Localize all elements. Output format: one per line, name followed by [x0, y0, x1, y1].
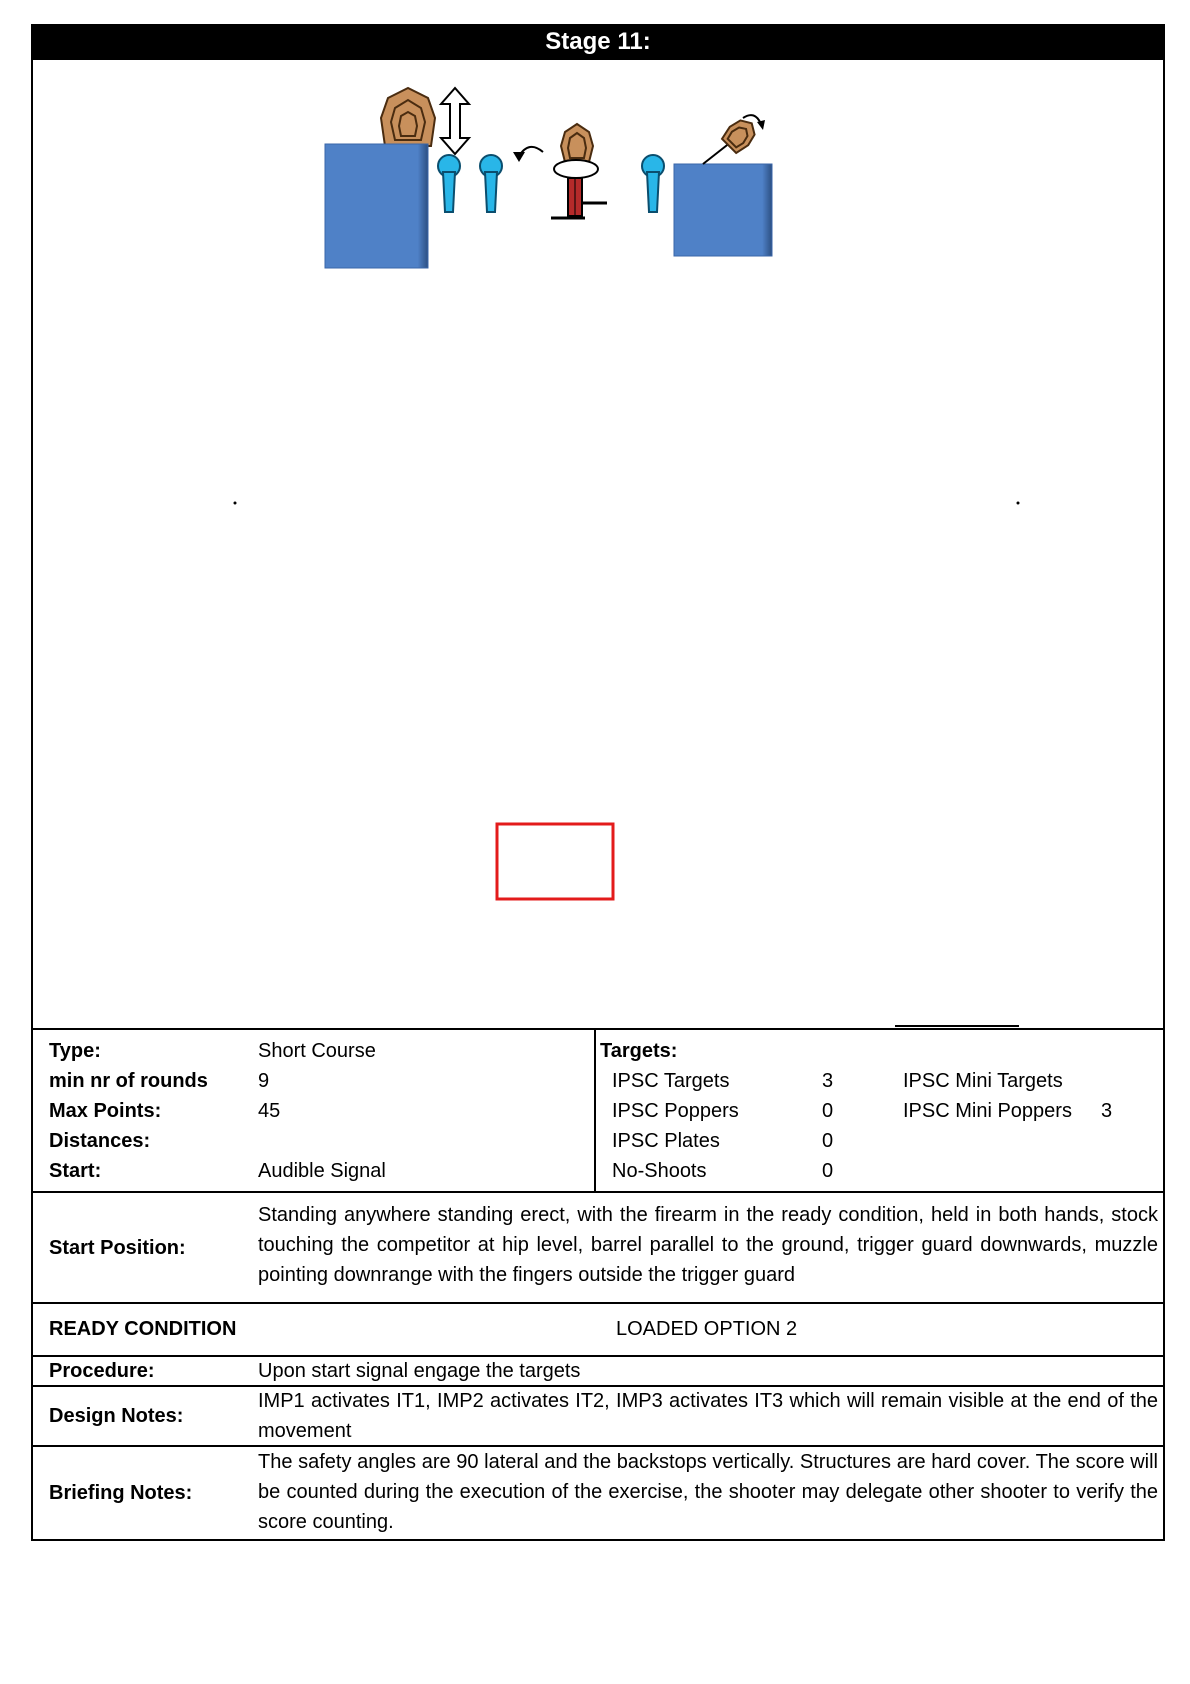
divider — [594, 1028, 596, 1192]
briefing-notes-label: Briefing Notes: — [49, 1482, 193, 1504]
design-notes-label: Design Notes: — [49, 1405, 184, 1427]
target-name: No-Shoots — [612, 1160, 707, 1182]
wall-left — [325, 144, 428, 268]
swing-arrow-icon — [513, 147, 543, 162]
start-value: Audible Signal — [258, 1160, 386, 1182]
divider — [31, 1302, 1165, 1304]
target-name: IPSC Poppers — [612, 1100, 739, 1122]
start-position-label: Start Position: — [49, 1237, 186, 1259]
divider — [31, 1355, 1165, 1357]
wall-right — [674, 164, 772, 256]
mini-target-count: 3 — [1101, 1100, 1113, 1122]
divider — [31, 1191, 1165, 1193]
ready-condition-value: LOADED OPTION 2 — [616, 1318, 798, 1340]
points-value: 45 — [258, 1100, 281, 1122]
up-down-arrow-icon — [441, 88, 469, 154]
briefing-notes-text: The safety angles are 90 lateral and the backstops vertically. Structures are hard cover. The score will be counted during the execution of the exercise, the shooter may delegate other shooter to verify the score counting. — [258, 1451, 1158, 1533]
start-position-text: Standing anywhere standing erect, with the firearm in the ready condition, held in both hands, stock touching the competitor at hip level, barrel parallel to the ground, trigger guard downwards, muzzle pointing downrange with the fingers outside the trigger guard — [258, 1204, 1158, 1286]
stage-title: Stage 11: — [31, 24, 1165, 60]
type-label: Type: — [49, 1040, 101, 1062]
target-name: IPSC Plates — [612, 1130, 720, 1152]
stage-diagram — [33, 60, 1163, 1028]
procedure-label: Procedure: — [49, 1360, 155, 1382]
start-label: Start: — [49, 1160, 102, 1182]
target-count: 0 — [822, 1160, 834, 1182]
mini-popper-1-icon — [438, 155, 460, 212]
mini-target-name: IPSC Mini Targets — [903, 1070, 1063, 1092]
ipsc-target-2-icon — [551, 124, 607, 218]
procedure-text: Upon start signal engage the targets — [258, 1360, 581, 1382]
points-label: Max Points: — [49, 1100, 162, 1122]
marker-dot-right — [1017, 502, 1020, 505]
rounds-value: 9 — [258, 1070, 270, 1092]
shooting-box — [497, 824, 613, 899]
marker-dot-left — [234, 502, 237, 505]
ipsc-target-1-icon — [381, 88, 435, 146]
design-notes-text: IMP1 activates IT1, IMP2 activates IT2, IMP3 activates IT3 which will remain visible at the end of the movement — [258, 1390, 1158, 1442]
target-name: IPSC Targets — [612, 1070, 730, 1092]
target-count: 3 — [822, 1070, 834, 1092]
distances-label: Distances: — [49, 1130, 151, 1152]
type-value: Short Course — [258, 1040, 376, 1062]
rounds-label: min nr of rounds — [49, 1070, 208, 1092]
target-count: 0 — [822, 1100, 834, 1122]
mini-popper-3-icon — [642, 155, 664, 212]
mini-target-name: IPSC Mini Poppers — [903, 1100, 1072, 1122]
targets-label: Targets: — [600, 1040, 678, 1062]
ipsc-target-3-icon — [703, 114, 761, 164]
target-count: 0 — [822, 1130, 834, 1152]
divider — [31, 1028, 1165, 1030]
mini-popper-2-icon — [480, 155, 502, 212]
ready-condition-label: READY CONDITION — [49, 1318, 237, 1340]
